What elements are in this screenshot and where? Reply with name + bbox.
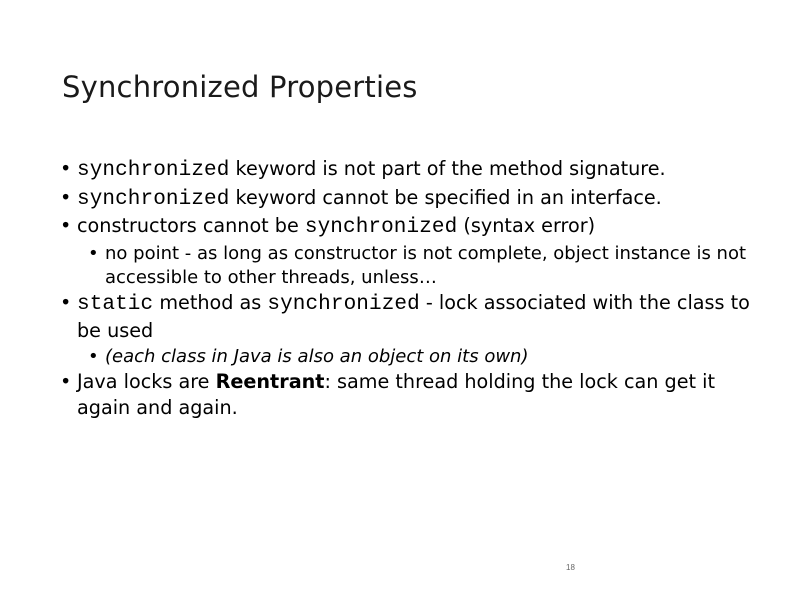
bullet-text: (syntax error) (457, 214, 596, 237)
sub-bullet-text: (each class in Java is also an object on its own) (105, 345, 529, 367)
bullet-text: keyword is not part of the method signature. (229, 157, 666, 180)
code-keyword: synchronized (267, 292, 420, 316)
bullet-text: Java locks are (77, 369, 216, 393)
bullet-text: - lock associated with the class to be used (77, 290, 750, 342)
bullet-text: : same thread holding the lock can get it again and again. (77, 369, 716, 419)
bullet-text: keyword cannot be specified in an interface. (229, 185, 662, 209)
slide-title: Synchronized Properties (62, 70, 418, 104)
bullet-text: constructors cannot be (77, 214, 305, 237)
sub-bullet-item (60, 345, 760, 369)
bullet-item (60, 290, 760, 345)
bullet-item (60, 213, 760, 242)
sub-bullet-text: no point - as long as constructor is not complete, object instance is not accessible to other threads, unless… (105, 242, 747, 288)
code-keyword: static (77, 292, 154, 316)
code-keyword: synchronized (77, 159, 230, 182)
bullet-list (60, 156, 760, 422)
code-keyword: synchronized (304, 216, 458, 239)
bullet-item (60, 185, 760, 214)
bold-term: Reentrant (215, 369, 325, 393)
code-keyword: synchronized (77, 187, 230, 211)
bullet-item (60, 156, 760, 185)
page-number: 18 (566, 563, 575, 572)
bullet-item (60, 369, 760, 422)
bullet-text: method as (153, 290, 268, 314)
sub-bullet-item (60, 242, 760, 290)
